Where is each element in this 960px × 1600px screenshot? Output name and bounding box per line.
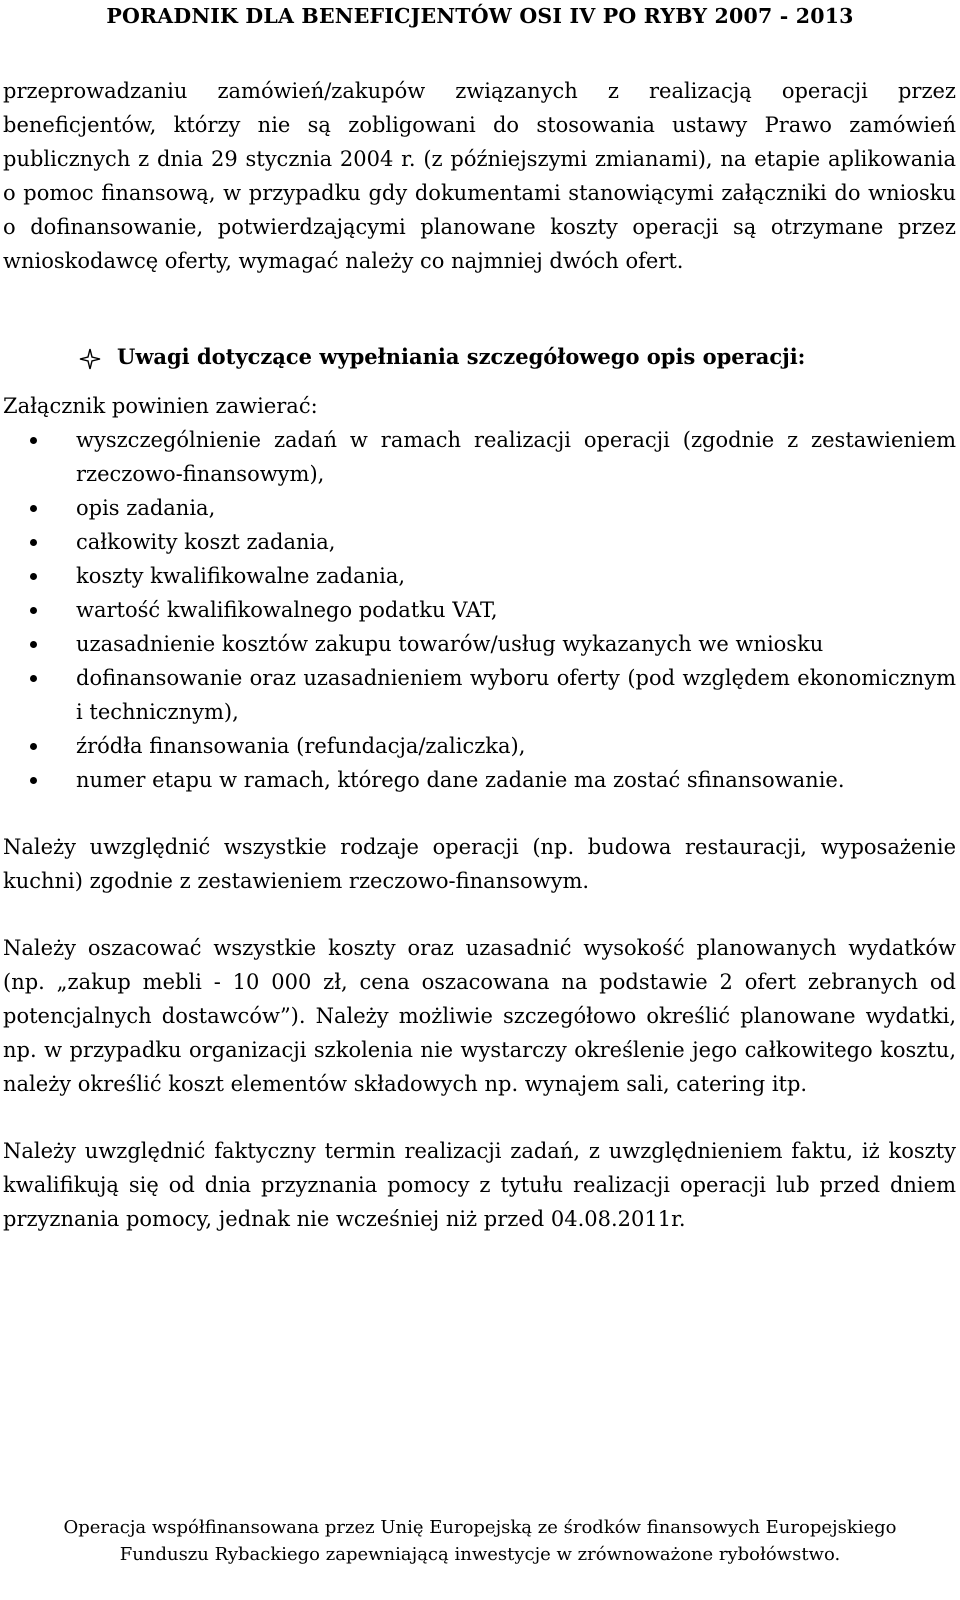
list-item: całkowity koszt zadania, (3, 525, 956, 559)
list-item: dofinansowanie oraz uzasadnieniem wyboru oferty (pod względem ekonomicznym i technicznym), (3, 661, 956, 729)
attachment-intro: Załącznik powinien zawierać: (3, 394, 318, 418)
bullet-dot-icon (30, 539, 37, 546)
bullet-dot-icon (30, 607, 37, 614)
diamond-outline-icon (79, 346, 101, 368)
paragraph-deadline: Należy uwzględnić faktyczny termin realizacji zadań, z uwzględnieniem faktu, iż koszty kwalifikują się od dnia przyznania pomocy z tytułu realizacji operacji lub przed dniem przyznania pomocy, jednak nie wcześniej niż przed 04.08.2011r. (3, 1139, 956, 1231)
list-item: numer etapu w ramach, którego dane zadanie ma zostać sfinansowanie. (3, 763, 956, 797)
bullet-dot-icon (30, 675, 37, 682)
bullet-dot-icon (30, 641, 37, 648)
list-item: koszty kwalifikowalne zadania, (3, 559, 956, 593)
list-item: uzasadnienie kosztów zakupu towarów/usług wykazanych we wniosku (3, 627, 956, 661)
footer-line-2: Funduszu Rybackiego zapewniającą inwestycje w zrównoważone rybołówstwo. (119, 1544, 841, 1565)
bullet-dot-icon (30, 777, 37, 784)
paragraph-cost-estimation: Należy oszacować wszystkie koszty oraz uzasadnić wysokość planowanych wydatków (np. „zakup mebli - 10 000 zł, cena oszacowana na podstawie 2 ofert zebranych od potencjalnych dostawców”). Należy możliwie szczegółowo określić planowane wydatki, np. w przypadku organizacji szkolenia nie wystarczy określenie jego całkowitego kosztu, należy określić koszt elementów składowych np. wynajem sali, catering itp. (3, 936, 956, 1096)
section-heading (3, 340, 956, 374)
list-item: wyszczególnienie zadań w ramach realizacji operacji (zgodnie z zestawieniem rzeczowo-finansowym), (3, 423, 956, 491)
bullet-dot-icon (30, 573, 37, 580)
bullet-dot-icon (30, 437, 37, 444)
list-item: opis zadania, (3, 491, 956, 525)
list-item: wartość kwalifikowalnego podatku VAT, (3, 593, 956, 627)
page-footer (0, 1514, 960, 1568)
bullet-dot-icon (30, 743, 37, 750)
document-body (3, 74, 956, 1236)
footer-line-1: Operacja współfinansowana przez Unię Europejską ze środków finansowych Europejskiego (63, 1517, 897, 1538)
paragraph-offers: przeprowadzaniu zamówień/zakupów związanych z realizacją operacji przez beneficjentów, którzy nie są zobligowani do stosowania ustawy Prawo zamówień publicznych z dnia 29 stycznia 2004 r. (z późniejszymi zmianami), na etapie aplikowania o pomoc finansową, w przypadku gdy dokumentami stanowiącymi załączniki do wniosku o dofinansowanie, potwierdzającymi planowane koszty operacji są otrzymane przez wnioskodawcę oferty, wymagać należy co najmniej dwóch ofert. (3, 79, 956, 273)
section-heading-text: Uwagi dotyczące wypełniania szczegółowego opis operacji: (117, 344, 806, 369)
bullet-dot-icon (30, 505, 37, 512)
page-header: PORADNIK DLA BENEFICJENTÓW OSI IV PO RYBY 2007 - 2013 (106, 4, 854, 28)
list-item: źródła finansowania (refundacja/zaliczka), (3, 729, 956, 763)
paragraph-operation-types: Należy uwzględnić wszystkie rodzaje operacji (np. budowa restauracji, wyposażenie kuchni) zgodnie z zestawieniem rzeczowo-finansowym. (3, 835, 956, 893)
attachment-requirements-list (3, 423, 956, 797)
